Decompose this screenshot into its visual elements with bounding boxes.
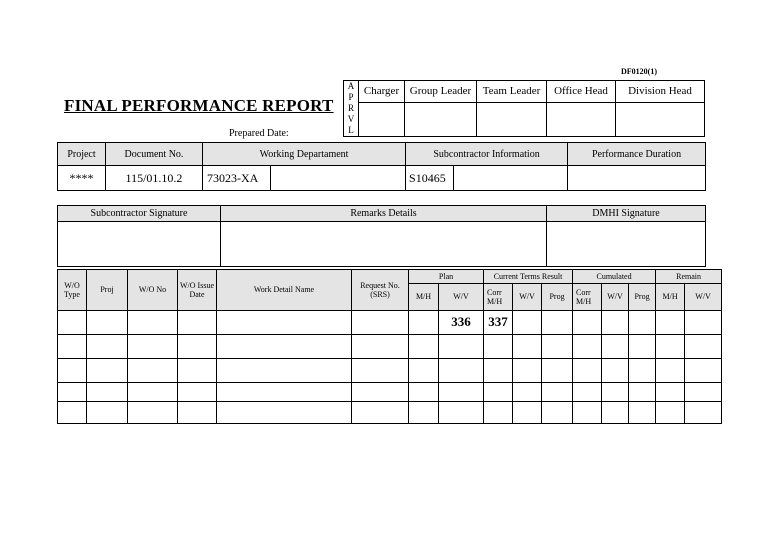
header-remain-group: Remain [656, 270, 722, 284]
header-remain-wv: W/V [685, 284, 722, 310]
header-wo-no: W/O No [128, 270, 178, 311]
header-plan-group: Plan [409, 270, 484, 284]
header-current-prog: Prog [542, 284, 573, 310]
approval-header-office-head: Office Head [547, 81, 616, 103]
header-current-corr-mh: Corr M/H [484, 284, 513, 310]
table-row [58, 383, 722, 401]
approval-sign-group-leader[interactable] [405, 102, 477, 136]
header-current-terms-group: Current Terms Result [484, 270, 573, 284]
signature-table [57, 205, 706, 267]
header-cumulated-prog: Prog [629, 284, 656, 310]
header-working-department: Working Departament [203, 143, 406, 166]
plan-wv-value[interactable]: 336 [439, 310, 484, 334]
document-no-value[interactable]: 115/01.10.2 [106, 166, 203, 191]
approval-sign-team-leader[interactable] [477, 102, 547, 136]
report-title: FINAL PERFORMANCE REPORT [64, 96, 334, 115]
table-row [58, 401, 722, 423]
header-document-no: Document No. [106, 143, 203, 166]
header-plan-wv: W/V [439, 284, 484, 310]
approval-table [343, 80, 705, 137]
header-proj: Proj [87, 270, 128, 311]
header-remarks-details: Remarks Details [221, 206, 547, 222]
working-department-extra[interactable] [271, 166, 406, 191]
current-corr-mh-value[interactable]: 337 [484, 310, 513, 334]
table-row [58, 359, 722, 383]
subcontractor-info-value[interactable]: S10465 [406, 166, 454, 191]
approval-sign-charger[interactable] [359, 102, 405, 136]
header-performance-duration: Performance Duration [568, 143, 706, 166]
header-remain-mh: M/H [656, 284, 685, 310]
approval-header-team-leader: Team Leader [477, 81, 547, 103]
header-request-no: Request No. (SRS) [352, 270, 409, 311]
approval-header-charger: Charger [359, 81, 405, 103]
header-cumulated-corr-mh: Corr M/H [573, 284, 602, 310]
subcontractor-info-extra[interactable] [454, 166, 568, 191]
approval-header-division-head: Division Head [616, 81, 705, 103]
working-department-value[interactable]: 73023-XA [203, 166, 271, 191]
work-detail-table [57, 269, 722, 424]
header-cumulated-group: Cumulated [573, 270, 656, 284]
header-subcontractor-info: Subcontractor Information [406, 143, 568, 166]
dmhi-signature-field[interactable] [547, 222, 706, 267]
header-plan-mh: M/H [409, 284, 439, 310]
header-cumulated-wv: W/V [602, 284, 629, 310]
table-row [58, 334, 722, 358]
remarks-details-field[interactable] [221, 222, 547, 267]
approval-sign-office-head[interactable] [547, 102, 616, 136]
subcontractor-signature-field[interactable] [58, 222, 221, 267]
table-row [58, 310, 722, 334]
approval-sign-division-head[interactable] [616, 102, 705, 136]
header-project: Project [58, 143, 106, 166]
document-code: DF0120(1) [621, 67, 657, 76]
header-wo-issue-date: W/O Issue Date [178, 270, 217, 311]
header-dmhi-signature: DMHI Signature [547, 206, 706, 222]
project-value[interactable]: **** [58, 166, 106, 191]
approval-side-label: A P R V L [344, 81, 359, 137]
prepared-date-label: Prepared Date: [229, 128, 289, 139]
header-subcontractor-signature: Subcontractor Signature [58, 206, 221, 222]
info-table [57, 142, 706, 191]
header-work-detail-name: Work Detail Name [217, 270, 352, 311]
performance-duration-value[interactable] [568, 166, 706, 191]
header-current-wv: W/V [513, 284, 542, 310]
approval-header-group-leader: Group Leader [405, 81, 477, 103]
header-wo-type: W/O Type [58, 270, 87, 311]
